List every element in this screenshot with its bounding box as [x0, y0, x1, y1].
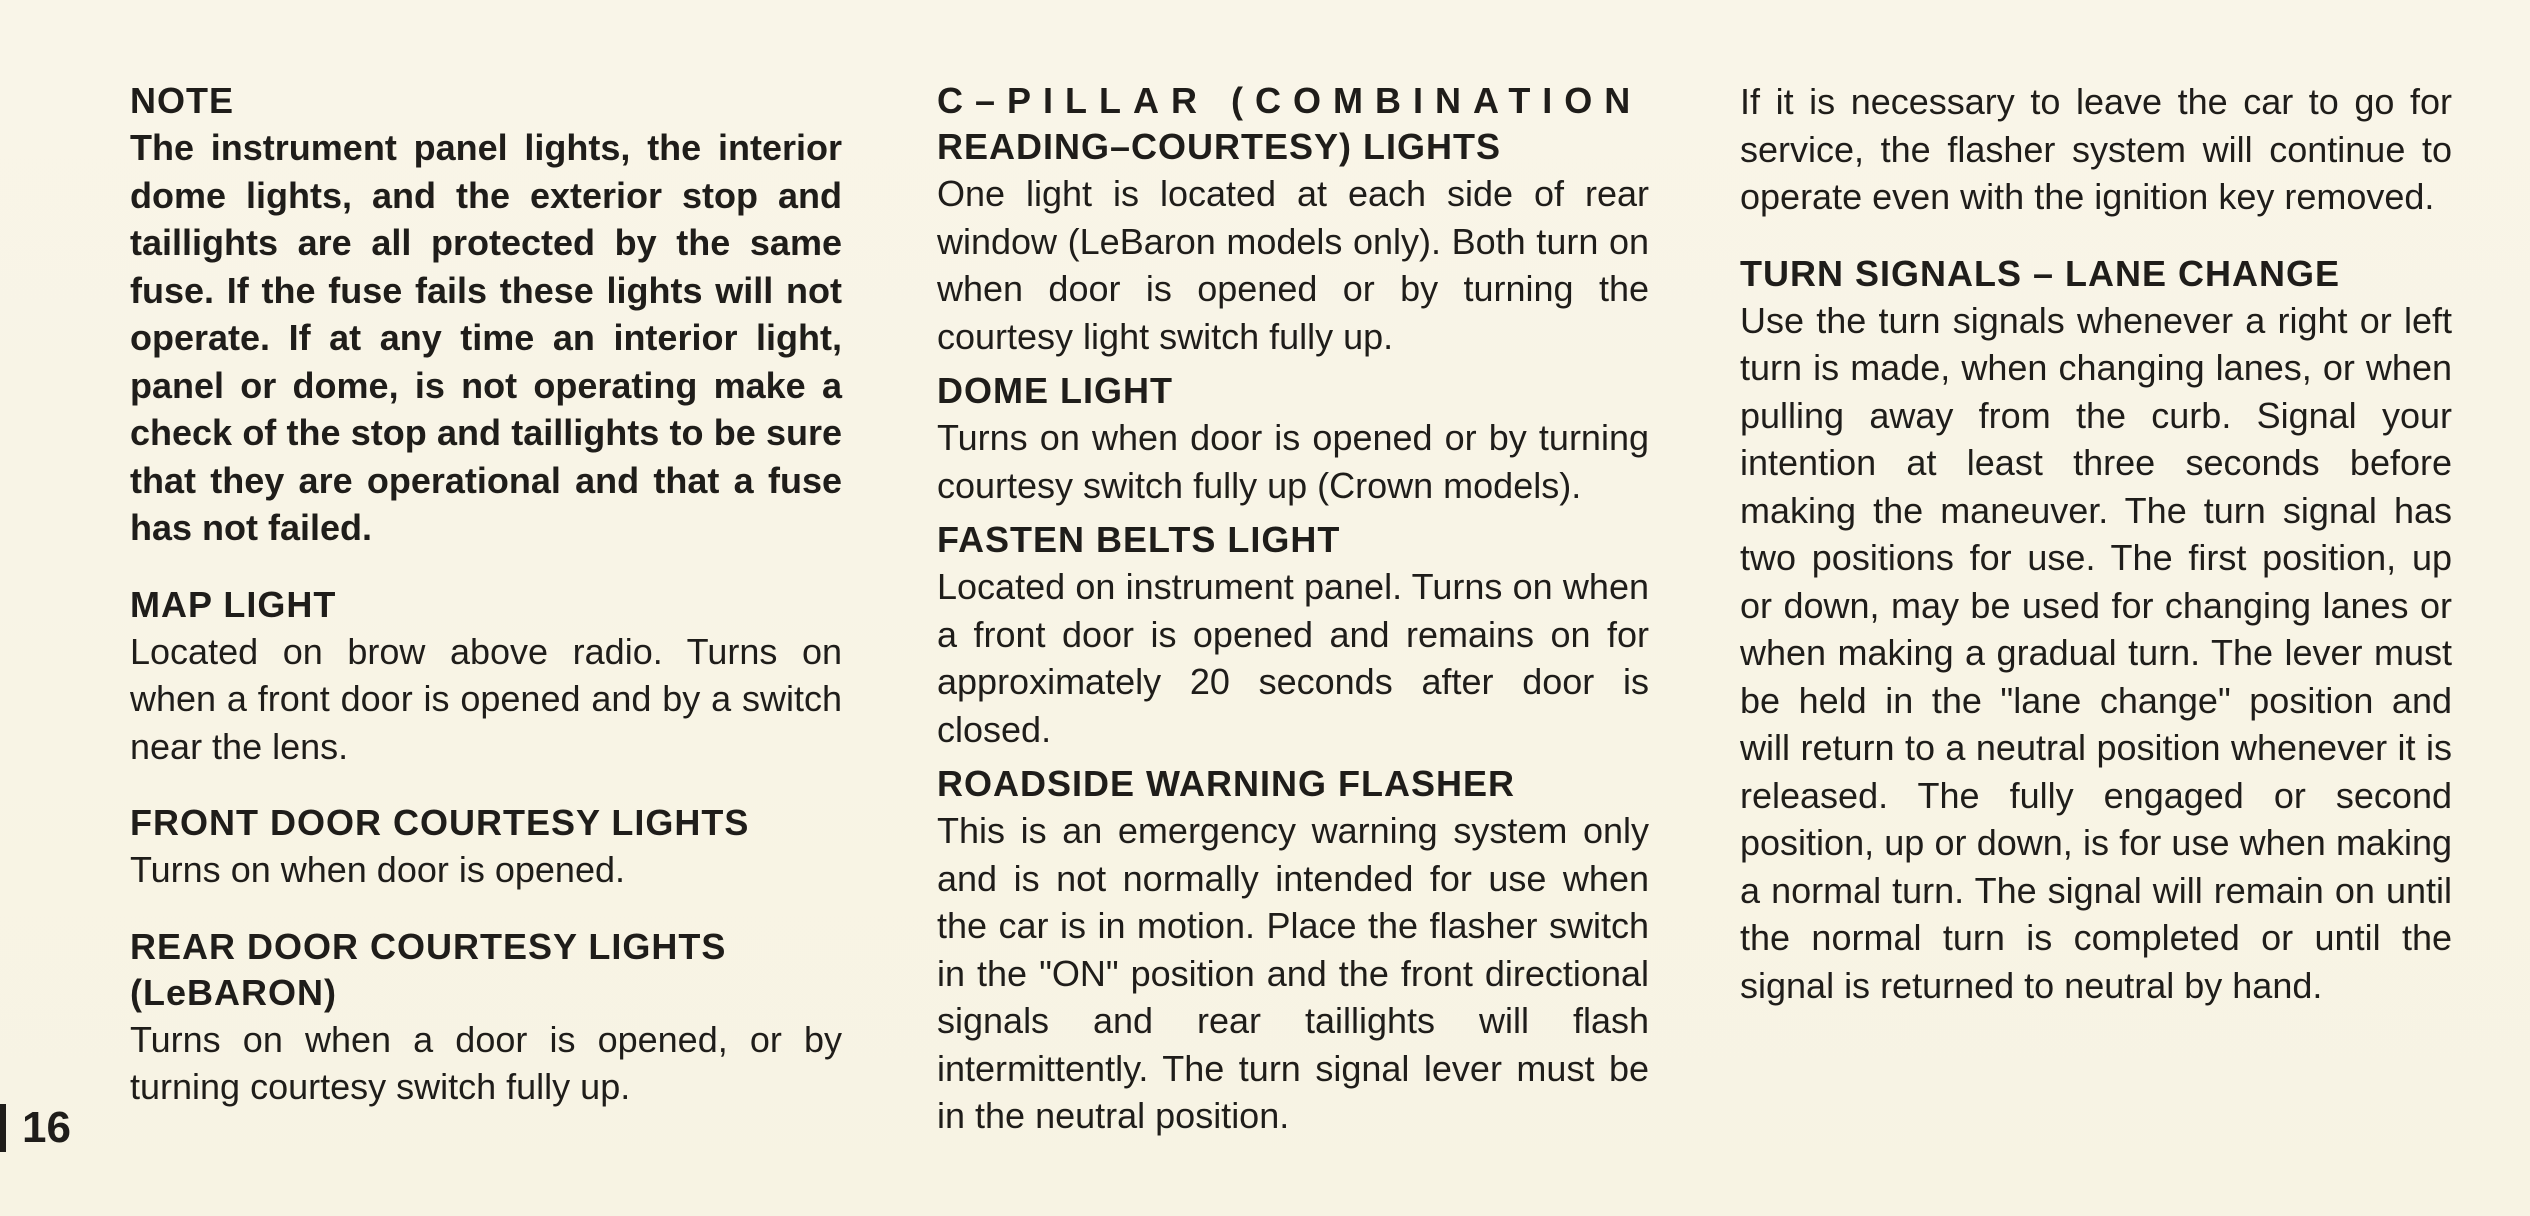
column-middle — [937, 78, 1649, 1140]
page-number: 16 — [0, 1098, 100, 1158]
dome-light-body: Turns on when door is opened or by turning courtesy switch fully up (Crown models). — [937, 417, 1649, 506]
c-pillar-heading-line2: READING–COURTESY) LIGHTS — [937, 126, 1502, 167]
note-body: The instrument panel lights, the interior dome lights, and the exterior stop and taillights are all protected by the same fuse. If the fuse fails these lights will not operate. If at any time an interior light, panel or dome, is not operating make a check of the stop and taillights to be sure that they are operational and that a fuse has not failed. — [130, 127, 842, 548]
map-light-body: Located on brow above radio. Turns on when a front door is opened and by a switch near the lens. — [130, 630, 842, 767]
dome-light-heading: DOME LIGHT — [937, 370, 1173, 411]
rear-door-heading-line1: REAR DOOR COURTESY LIGHTS — [130, 925, 727, 967]
fasten-belts-body: Located on instrument panel. Turns on when a front door is opened and remains on for approximately 20 seconds after door is closed. — [937, 566, 1649, 750]
rear-door-courtesy-body: Turns on when a door is opened, or by turning courtesy switch fully up. — [130, 1018, 842, 1107]
rear-door-heading-line2: (LeBARON) — [130, 971, 337, 1013]
fasten-belts-heading: FASTEN BELTS LIGHT — [937, 519, 1341, 560]
note-heading: NOTE — [130, 80, 235, 121]
flasher-continued-body: If it is necessary to leave the car to go for service, the flasher system will continue to operate even with the ignition key removed. — [1740, 81, 2452, 217]
roadside-flasher-body: This is an emergency warning system only and is not normally intended for use when the car is in motion. Place the flasher switch in the "ON" position and the front directional signals and rear taillights will flash intermittently. The turn signal lever must be in the neutral position. — [937, 810, 1649, 1136]
roadside-flasher-heading: ROADSIDE WARNING FLASHER — [937, 763, 1516, 804]
turn-signals-body: Use the turn signals whenever a right or left turn is made, when changing lanes, or when pulling away from the curb. Signal your intention at least three seconds before making the maneuver. The turn signal has two positions for use. The first position, up or down, may be used for changing lanes or when making a gradual turn. The lever must be held in the "lane change" position and will return to a neutral position whenever it is released. The fully engaged or second position, up or down, is for use when making a normal turn. The signal will remain on until the normal turn is completed or until the signal is returned to neutral by hand. — [1740, 299, 2452, 1006]
column-left — [130, 78, 842, 1111]
c-pillar-heading — [937, 78, 1649, 170]
turn-signals-heading: TURN SIGNALS – LANE CHANGE — [1740, 252, 2341, 294]
rear-door-courtesy-heading — [130, 924, 842, 1016]
c-pillar-heading-line1: C–PILLAR (COMBINATION — [937, 80, 1643, 121]
front-door-courtesy-heading: FRONT DOOR COURTESY LIGHTS — [130, 802, 750, 843]
c-pillar-body: One light is located at each side of rear window (LeBaron models only). Both turn on when door is opened or by turning the courtesy light switch fully up. — [937, 173, 1649, 357]
front-door-courtesy-body: Turns on when door is opened. — [130, 849, 625, 890]
column-right — [1740, 78, 2452, 1009]
map-light-heading: MAP LIGHT — [130, 583, 337, 625]
